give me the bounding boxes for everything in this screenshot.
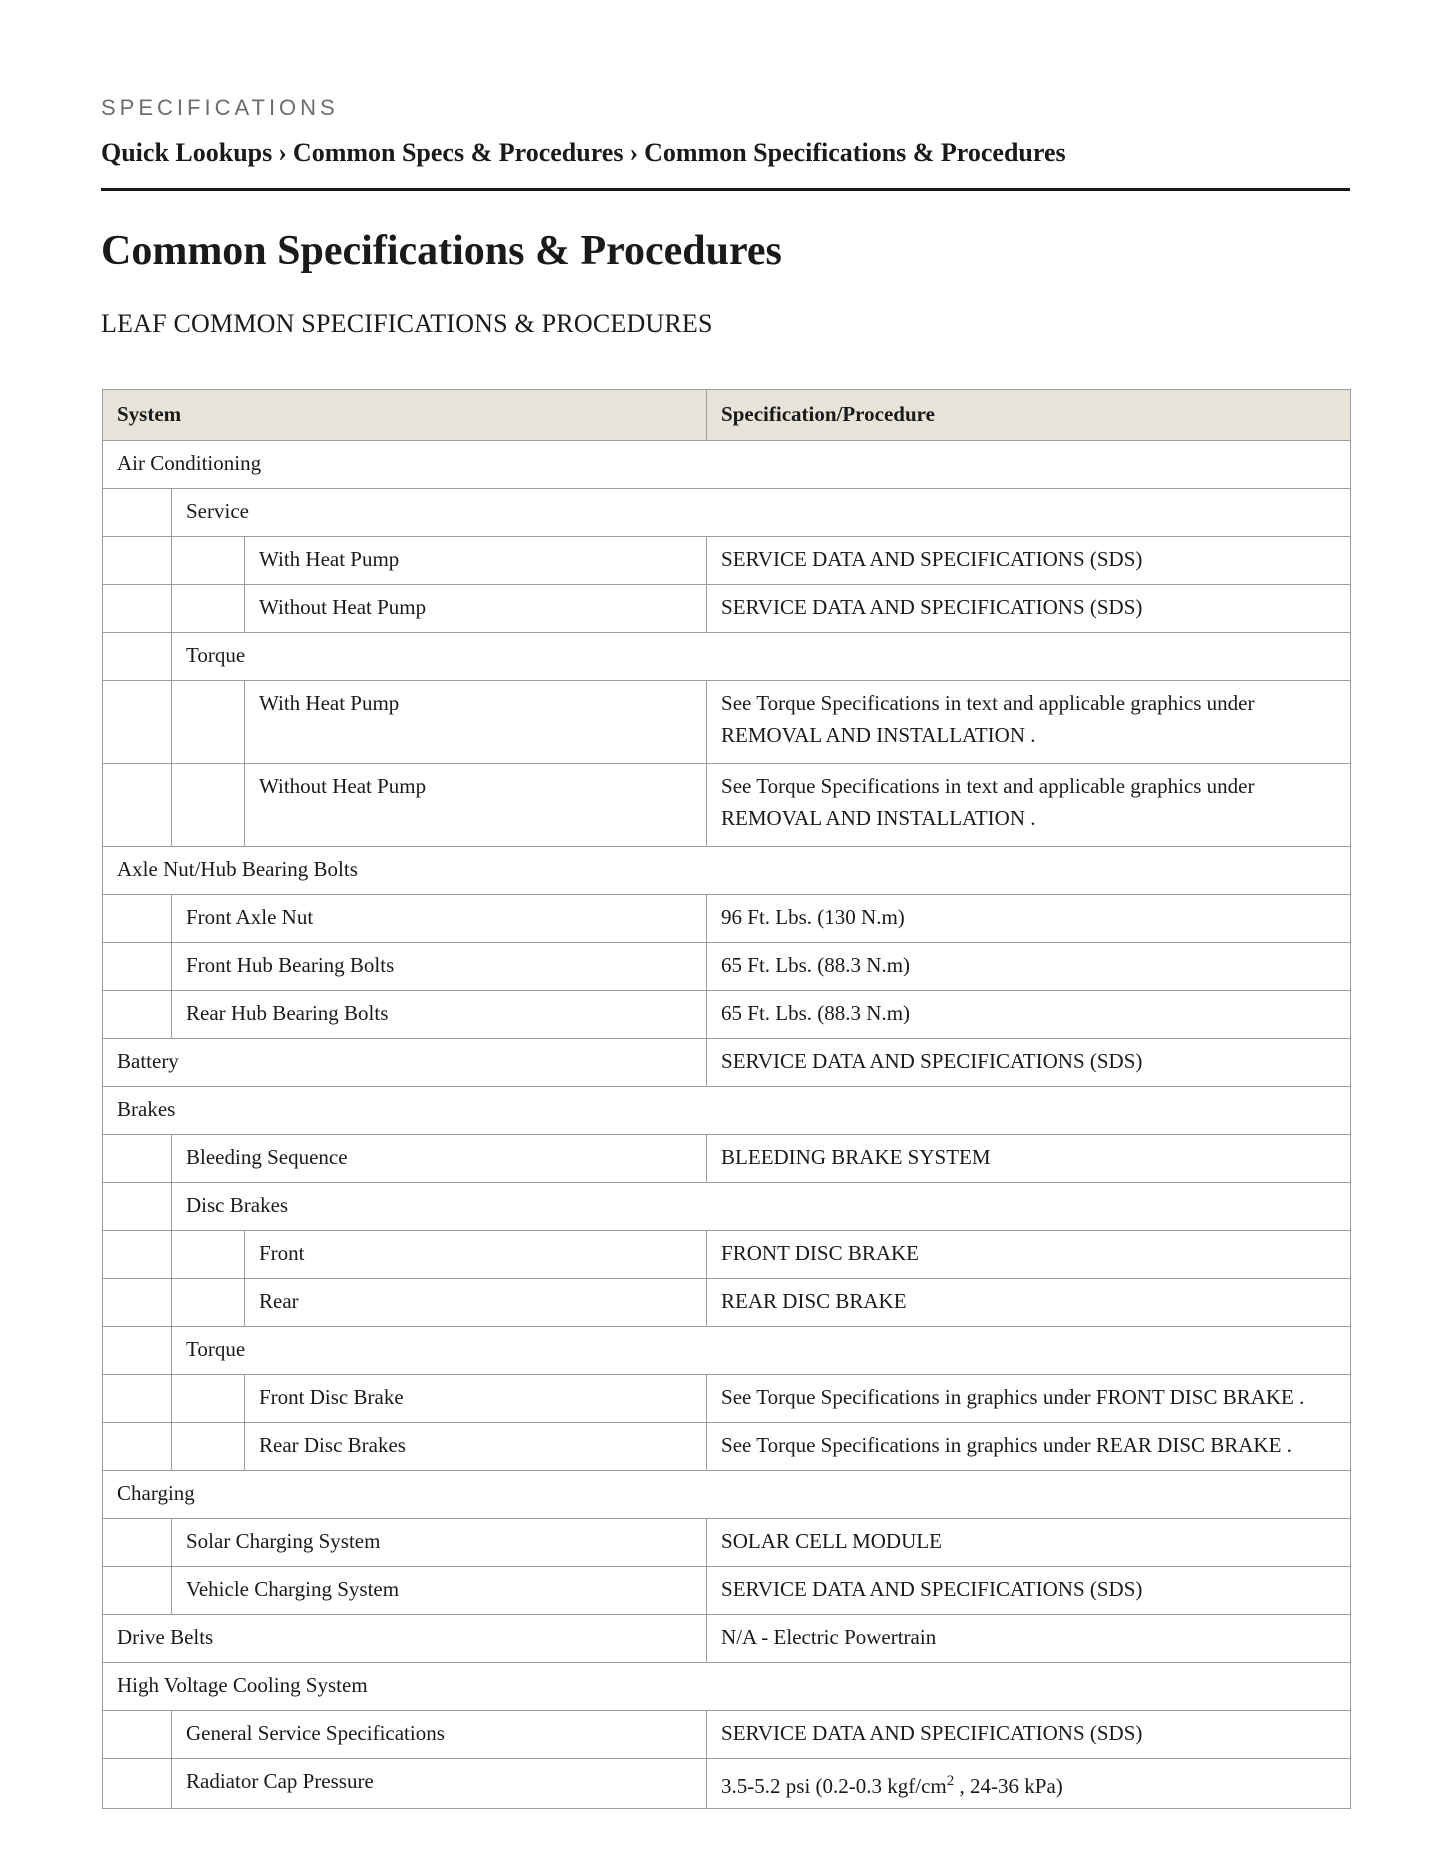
system-cell: Torque (172, 1327, 1351, 1375)
system-cell: Charging (103, 1471, 1351, 1519)
indent-cell (172, 1231, 245, 1279)
specification-cell (707, 943, 1351, 991)
table-row (103, 1759, 1351, 1809)
specification-text-continued: , 24-36 kPa) (954, 1774, 1063, 1798)
specification-text: SERVICE DATA AND SPECIFICATIONS (SDS) (721, 1721, 1143, 1745)
system-cell: Rear (245, 1279, 707, 1327)
system-cell: Service (172, 489, 1351, 537)
indent-cell (103, 1711, 172, 1759)
table-row (103, 441, 1351, 489)
table-row (103, 1135, 1351, 1183)
table-row (103, 681, 1351, 764)
system-cell: Battery (103, 1039, 707, 1087)
specification-text: See Torque Specifications in text and applicable graphics under REMOVAL AND INSTALLATION . (721, 774, 1255, 830)
system-cell: Solar Charging System (172, 1519, 707, 1567)
specification-text: 96 Ft. Lbs. (130 N.m) (721, 905, 905, 929)
indent-cell (103, 585, 172, 633)
specification-text: FRONT DISC BRAKE (721, 1241, 920, 1265)
breadcrumb-separator: › (629, 138, 639, 167)
specification-cell (707, 991, 1351, 1039)
table-row (103, 764, 1351, 847)
specification-text: N/A - Electric Powertrain (721, 1625, 937, 1649)
indent-cell (103, 1567, 172, 1615)
table-row (103, 1423, 1351, 1471)
system-cell: With Heat Pump (245, 681, 707, 764)
specification-text: SERVICE DATA AND SPECIFICATIONS (SDS) (721, 547, 1143, 571)
system-cell: Radiator Cap Pressure (172, 1759, 707, 1809)
indent-cell (103, 1279, 172, 1327)
system-cell: Air Conditioning (103, 441, 1351, 489)
breadcrumb-item-current: Common Specifications & Procedures (644, 138, 1066, 167)
system-cell: Front Axle Nut (172, 895, 707, 943)
table-row (103, 1039, 1351, 1087)
table-row (103, 847, 1351, 895)
indent-cell (172, 681, 245, 764)
indent-cell (103, 1375, 172, 1423)
indent-cell (172, 537, 245, 585)
specification-text: See Torque Specifications in graphics under REAR DISC BRAKE . (721, 1433, 1292, 1457)
indent-cell (103, 489, 172, 537)
specification-text: 65 Ft. Lbs. (88.3 N.m) (721, 1001, 911, 1025)
table-row (103, 895, 1351, 943)
table-row (103, 633, 1351, 681)
table-row (103, 1567, 1351, 1615)
indent-cell (103, 1183, 172, 1231)
indent-cell (172, 585, 245, 633)
indent-cell (103, 1135, 172, 1183)
table-row (103, 1231, 1351, 1279)
indent-cell (103, 943, 172, 991)
specification-text: SOLAR CELL MODULE (721, 1529, 942, 1553)
indent-cell (172, 1423, 245, 1471)
specification-cell (707, 1423, 1351, 1471)
specification-text: REAR DISC BRAKE (721, 1289, 907, 1313)
indent-cell (103, 633, 172, 681)
specification-cell (707, 537, 1351, 585)
system-cell: Vehicle Charging System (172, 1567, 707, 1615)
table-row (103, 1087, 1351, 1135)
specification-cell (707, 1759, 1351, 1809)
specification-cell (707, 681, 1351, 764)
header-divider (101, 188, 1350, 191)
indent-cell (103, 681, 172, 764)
specification-cell (707, 895, 1351, 943)
specifications-table (102, 389, 1351, 1809)
system-cell: High Voltage Cooling System (103, 1663, 1351, 1711)
system-cell: Disc Brakes (172, 1183, 1351, 1231)
indent-cell (103, 1519, 172, 1567)
table-row (103, 1471, 1351, 1519)
table-row (103, 943, 1351, 991)
specification-text: SERVICE DATA AND SPECIFICATIONS (SDS) (721, 1577, 1143, 1601)
system-cell: Rear Hub Bearing Bolts (172, 991, 707, 1039)
specification-text: SERVICE DATA AND SPECIFICATIONS (SDS) (721, 595, 1143, 619)
specification-cell (707, 1279, 1351, 1327)
indent-cell (103, 1423, 172, 1471)
specification-text: BLEEDING BRAKE SYSTEM (721, 1145, 991, 1169)
page-title: Common Specifications & Procedures (101, 228, 782, 274)
table-header-row (103, 390, 1351, 441)
specification-cell (707, 1375, 1351, 1423)
system-cell: Front (245, 1231, 707, 1279)
indent-cell (103, 764, 172, 847)
system-cell: Drive Belts (103, 1615, 707, 1663)
system-cell: With Heat Pump (245, 537, 707, 585)
table-row (103, 991, 1351, 1039)
table-row (103, 1711, 1351, 1759)
section-title: LEAF COMMON SPECIFICATIONS & PROCEDURES (101, 309, 713, 338)
indent-cell (172, 1375, 245, 1423)
system-cell: General Service Specifications (172, 1711, 707, 1759)
system-cell: Torque (172, 633, 1351, 681)
table-row (103, 1519, 1351, 1567)
system-cell: Without Heat Pump (245, 764, 707, 847)
table-row (103, 489, 1351, 537)
breadcrumb-separator: › (278, 138, 287, 167)
system-cell: Axle Nut/Hub Bearing Bolts (103, 847, 1351, 895)
table-row (103, 1183, 1351, 1231)
table-row (103, 1327, 1351, 1375)
specification-cell (707, 1135, 1351, 1183)
table-row (103, 1279, 1351, 1327)
breadcrumb-item-quick-lookups[interactable]: Quick Lookups (101, 138, 273, 167)
section-eyebrow: SPECIFICATIONS (101, 95, 339, 120)
specification-cell (707, 764, 1351, 847)
system-cell: Without Heat Pump (245, 585, 707, 633)
specification-text: See Torque Specifications in text and applicable graphics under REMOVAL AND INSTALLATION . (721, 691, 1255, 747)
indent-cell (172, 1279, 245, 1327)
system-cell: Front Disc Brake (245, 1375, 707, 1423)
table-row (103, 1615, 1351, 1663)
indent-cell (172, 764, 245, 847)
superscript: 2 (946, 1773, 955, 1789)
table-row (103, 1375, 1351, 1423)
table-row (103, 537, 1351, 585)
system-cell: Bleeding Sequence (172, 1135, 707, 1183)
column-header-specification: Specification/Procedure (707, 390, 1351, 441)
specification-cell (707, 1519, 1351, 1567)
system-cell: Brakes (103, 1087, 1351, 1135)
specification-cell (707, 1231, 1351, 1279)
table-body (103, 441, 1351, 1809)
system-cell: Front Hub Bearing Bolts (172, 943, 707, 991)
table-row (103, 1663, 1351, 1711)
specification-text: 3.5-5.2 psi (0.2-0.3 kgf/cm (721, 1774, 947, 1798)
specification-cell (707, 1039, 1351, 1087)
column-header-system: System (103, 390, 707, 441)
specification-text: See Torque Specifications in graphics under FRONT DISC BRAKE . (721, 1385, 1305, 1409)
system-cell: Rear Disc Brakes (245, 1423, 707, 1471)
indent-cell (103, 537, 172, 585)
specification-cell (707, 1615, 1351, 1663)
specification-cell (707, 585, 1351, 633)
indent-cell (103, 1759, 172, 1809)
specification-cell (707, 1567, 1351, 1615)
breadcrumb-item-common-specs[interactable]: Common Specs & Procedures (292, 138, 624, 167)
indent-cell (103, 991, 172, 1039)
table-row (103, 585, 1351, 633)
specification-text: 65 Ft. Lbs. (88.3 N.m) (721, 953, 911, 977)
specification-cell (707, 1711, 1351, 1759)
indent-cell (103, 1327, 172, 1375)
breadcrumb (101, 138, 1066, 168)
indent-cell (103, 1231, 172, 1279)
indent-cell (103, 895, 172, 943)
specification-text: SERVICE DATA AND SPECIFICATIONS (SDS) (721, 1049, 1143, 1073)
